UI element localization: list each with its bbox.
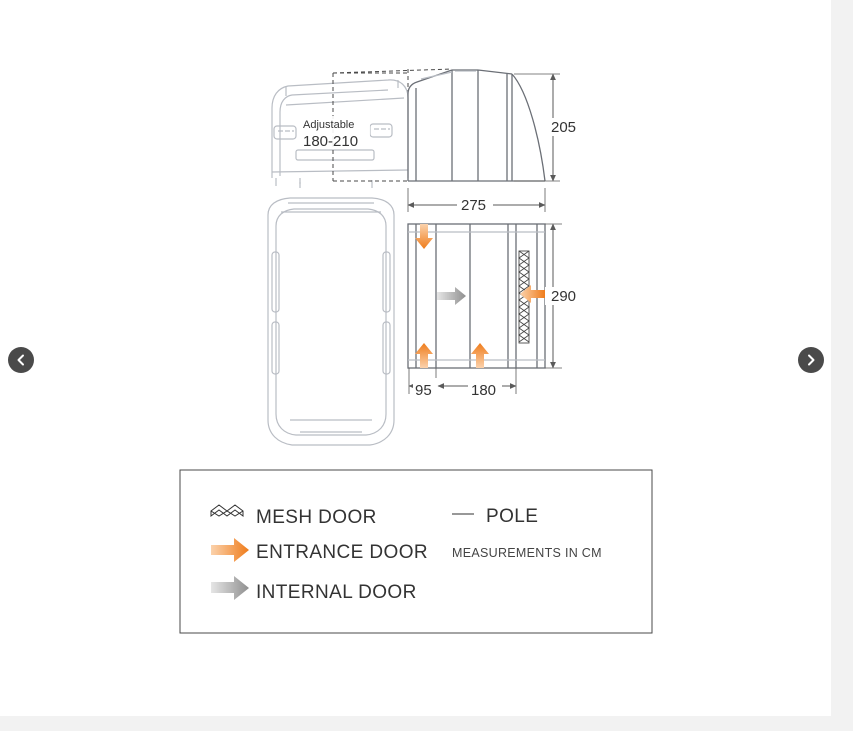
legend-label-internal-door: INTERNAL DOOR (256, 582, 417, 603)
canvas-right-margin (831, 0, 853, 716)
internal-door-marker (437, 287, 466, 305)
awning-side-profile (408, 70, 545, 181)
plan-view-group (268, 188, 577, 445)
legend-label-mesh-door: MESH DOOR (256, 507, 377, 528)
legend-label-entrance-door: ENTRANCE DOOR (256, 542, 428, 563)
dimension-height-205 (514, 74, 576, 181)
entrance-door-marker-bottom-left (415, 343, 433, 368)
entrance-door-marker-bottom-right (471, 343, 489, 368)
side-view-group (272, 69, 576, 188)
dimension-door-left-95 (409, 368, 439, 399)
legend-label-pole: POLE (486, 506, 539, 527)
dimension-door-right-180 (438, 368, 516, 399)
dimension-depth-275 (408, 188, 545, 214)
canvas-bottom-margin (0, 716, 853, 731)
legend-box (180, 470, 652, 633)
dimension-width-290 (545, 224, 577, 368)
dimension-width-value: 290 (551, 288, 577, 305)
vehicle-adjustable-label (300, 116, 370, 150)
dimension-height-value: 205 (551, 119, 577, 136)
adjustable-label-line2: 180-210 (303, 133, 359, 150)
dimension-depth-value: 275 (461, 197, 487, 214)
dimension-door-right-value: 180 (471, 382, 497, 399)
car-plan-outline (268, 198, 394, 445)
dimension-door-left-value: 95 (415, 382, 432, 399)
entrance-door-marker-top (415, 224, 433, 249)
legend-measurements-note: MEASUREMENTS IN CM (452, 546, 602, 560)
adjustable-label-line1: Adjustable (303, 119, 355, 131)
